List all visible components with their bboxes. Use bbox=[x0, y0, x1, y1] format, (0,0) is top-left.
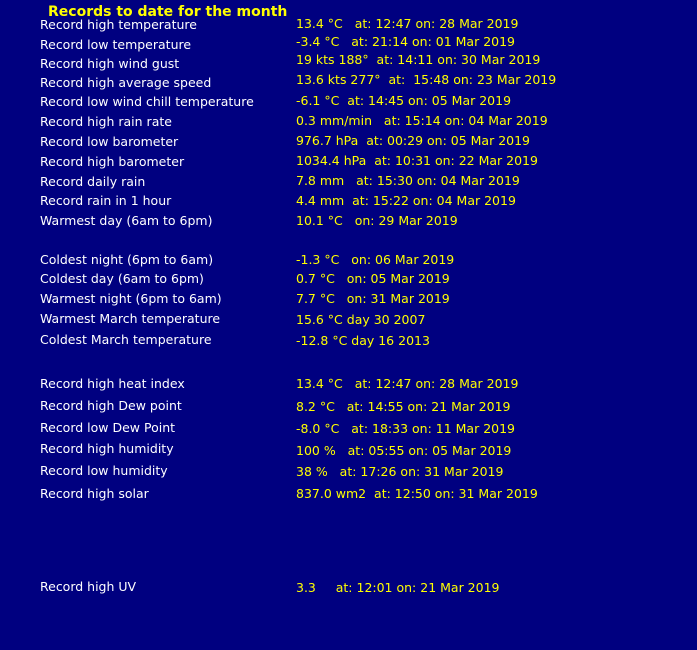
record-value: 13.6 kts 277° at: 15:48 on: 23 Mar 2019 bbox=[296, 72, 557, 87]
record-value: 1034.4 hPa at: 10:31 on: 22 Mar 2019 bbox=[296, 153, 538, 168]
record-label: Record high average speed bbox=[40, 75, 212, 90]
record-label: Record high rain rate bbox=[40, 114, 172, 129]
record-label: Record high humidity bbox=[40, 441, 174, 456]
record-value: 38 % at: 17:26 on: 31 Mar 2019 bbox=[296, 464, 504, 479]
record-value: -1.3 °C on: 06 Mar 2019 bbox=[296, 252, 455, 267]
record-value: 13.4 °C at: 12:47 on: 28 Mar 2019 bbox=[296, 16, 519, 31]
record-value: 976.7 hPa at: 00:29 on: 05 Mar 2019 bbox=[296, 133, 531, 148]
record-value: 8.2 °C at: 14:55 on: 21 Mar 2019 bbox=[296, 399, 511, 414]
record-value: 13.4 °C at: 12:47 on: 28 Mar 2019 bbox=[296, 376, 519, 391]
record-label: Record high UV bbox=[40, 579, 137, 594]
record-value: 3.3 at: 12:01 on: 21 Mar 2019 bbox=[296, 580, 500, 595]
record-value: 7.7 °C on: 31 Mar 2019 bbox=[296, 291, 450, 306]
record-label: Record high barometer bbox=[40, 154, 185, 169]
record-label: Warmest day (6am to 6pm) bbox=[40, 213, 213, 228]
record-value: -8.0 °C at: 18:33 on: 11 Mar 2019 bbox=[296, 421, 516, 436]
record-label: Coldest day (6am to 6pm) bbox=[40, 271, 204, 286]
record-value: 4.4 mm at: 15:22 on: 04 Mar 2019 bbox=[296, 193, 516, 208]
record-label: Record high heat index bbox=[40, 376, 185, 391]
record-label: Record low barometer bbox=[40, 134, 179, 149]
record-value: 0.3 mm/min at: 15:14 on: 04 Mar 2019 bbox=[296, 113, 548, 128]
record-value: 0.7 °C on: 05 Mar 2019 bbox=[296, 271, 450, 286]
record-label: Record high solar bbox=[40, 486, 149, 501]
record-label: Record low wind chill temperature bbox=[40, 94, 254, 109]
record-label: Record low Dew Point bbox=[40, 420, 176, 435]
record-label: Record daily rain bbox=[40, 174, 146, 189]
record-value: 15.6 °C day 30 2007 bbox=[296, 312, 426, 327]
record-label: Record rain in 1 hour bbox=[40, 193, 172, 208]
record-label: Record low humidity bbox=[40, 463, 168, 478]
record-value: -12.8 °C day 16 2013 bbox=[296, 333, 430, 348]
record-label: Record high wind gust bbox=[40, 56, 180, 71]
record-value: 10.1 °C on: 29 Mar 2019 bbox=[296, 213, 458, 228]
page-title: Records to date for the month bbox=[48, 4, 288, 20]
record-label: Coldest March temperature bbox=[40, 332, 212, 347]
record-label: Warmest night (6pm to 6am) bbox=[40, 291, 222, 306]
record-value: 100 % at: 05:55 on: 05 Mar 2019 bbox=[296, 443, 512, 458]
record-value: -3.4 °C at: 21:14 on: 01 Mar 2019 bbox=[296, 34, 516, 49]
record-value: 7.8 mm at: 15:30 on: 04 Mar 2019 bbox=[296, 173, 520, 188]
record-value: 19 kts 188° at: 14:11 on: 30 Mar 2019 bbox=[296, 52, 541, 67]
record-value: 837.0 wm2 at: 12:50 on: 31 Mar 2019 bbox=[296, 486, 538, 501]
record-label: Record low temperature bbox=[40, 37, 192, 52]
record-label: Warmest March temperature bbox=[40, 311, 221, 326]
record-label: Record high Dew point bbox=[40, 398, 182, 413]
record-value: -6.1 °C at: 14:45 on: 05 Mar 2019 bbox=[296, 93, 512, 108]
record-label: Record high temperature bbox=[40, 17, 197, 32]
record-label: Coldest night (6pm to 6am) bbox=[40, 252, 214, 267]
